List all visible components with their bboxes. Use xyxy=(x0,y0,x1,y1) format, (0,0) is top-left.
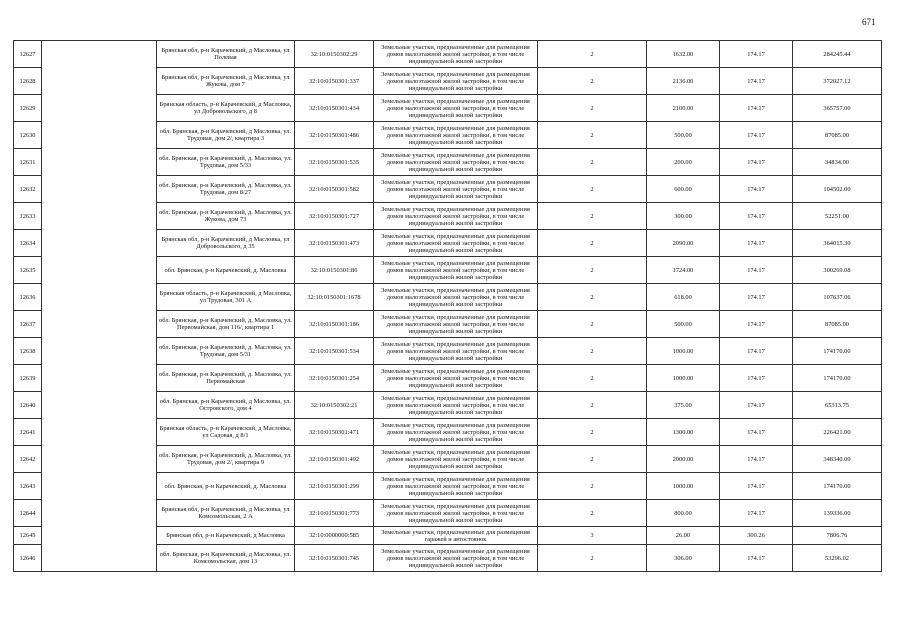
spacer-cell xyxy=(42,203,157,230)
table-row xyxy=(14,257,882,284)
row-number-cell: 12632 xyxy=(14,176,42,203)
specific-value-cell: 174.17 xyxy=(720,419,793,446)
area-cell: 600.00 xyxy=(647,176,720,203)
specific-value-cell: 174.17 xyxy=(720,203,793,230)
row-number-cell: 12631 xyxy=(14,149,42,176)
area-cell: 500.00 xyxy=(647,311,720,338)
land-use-category-cell: Земельные участки, предназначенные для размещения домов малоэтажной жилой застройки, в том числе индивидуальной жилой застройки xyxy=(374,392,538,419)
land-use-category-cell: Земельные участки, предназначенные для размещения домов малоэтажной жилой застройки, в том числе индивидуальной жилой застройки xyxy=(374,149,538,176)
address-cell: Брянская обл, р-н Карачевский, д Масловка, ул Жукова, дом 7 xyxy=(157,68,295,95)
area-cell: 500.00 xyxy=(647,122,720,149)
area-cell: 1300.00 xyxy=(647,419,720,446)
specific-value-cell: 174.17 xyxy=(720,500,793,527)
cadastral-number-cell: 32:10:0150301:773 xyxy=(295,500,374,527)
cadastral-number-cell: 32:10:0150301:186 xyxy=(295,311,374,338)
group-code-cell: 2 xyxy=(538,473,647,500)
area-cell: 1632.00 xyxy=(647,41,720,68)
table-row xyxy=(14,41,882,68)
row-number-cell: 12641 xyxy=(14,419,42,446)
land-use-category-cell: Земельные участки, предназначенные для размещения домов малоэтажной жилой застройки, в том числе индивидуальной жилой застройки xyxy=(374,473,538,500)
cadastral-number-cell: 32:10:0150301:535 xyxy=(295,149,374,176)
row-number-cell: 12636 xyxy=(14,284,42,311)
spacer-cell xyxy=(42,545,157,572)
cadastral-value-cell: 300269.08 xyxy=(793,257,882,284)
spacer-cell xyxy=(42,311,157,338)
cadastral-number-cell: 32:10:0150302:21 xyxy=(295,392,374,419)
cadastral-value-cell: 365757.00 xyxy=(793,95,882,122)
spacer-cell xyxy=(42,230,157,257)
land-use-category-cell: Земельные участки, предназначенные для размещения домов малоэтажной жилой застройки, в том числе индивидуальной жилой застройки xyxy=(374,257,538,284)
cadastral-value-cell: 7806.76 xyxy=(793,527,882,545)
specific-value-cell: 174.17 xyxy=(720,122,793,149)
land-use-category-cell: Земельные участки, предназначенные для размещения домов малоэтажной жилой застройки, в том числе индивидуальной жилой застройки xyxy=(374,203,538,230)
table-row xyxy=(14,230,882,257)
table-row xyxy=(14,365,882,392)
specific-value-cell: 174.17 xyxy=(720,365,793,392)
spacer-cell xyxy=(42,338,157,365)
row-number-cell: 12634 xyxy=(14,230,42,257)
cadastral-value-table xyxy=(13,40,882,572)
cadastral-value-cell: 65313.75 xyxy=(793,392,882,419)
spacer-cell xyxy=(42,122,157,149)
address-cell: обл. Брянская, р-н Карачевский, д. Масловка xyxy=(157,473,295,500)
cadastral-number-cell: 32:10:0150301:727 xyxy=(295,203,374,230)
row-number-cell: 12642 xyxy=(14,446,42,473)
group-code-cell: 2 xyxy=(538,176,647,203)
address-cell: обл. Брянская, р-н Карачевский, д Масловка, ул. Комсомольская, дом 13 xyxy=(157,545,295,572)
land-use-category-cell: Земельные участки, предназначенные для размещения домов малоэтажной жилой застройки, в том числе индивидуальной жилой застройки xyxy=(374,500,538,527)
group-code-cell: 2 xyxy=(538,203,647,230)
cadastral-value-cell: 53296.02 xyxy=(793,545,882,572)
cadastral-value-cell: 139336.00 xyxy=(793,500,882,527)
row-number-cell: 12640 xyxy=(14,392,42,419)
row-number-cell: 12627 xyxy=(14,41,42,68)
row-number-cell: 12630 xyxy=(14,122,42,149)
specific-value-cell: 300.26 xyxy=(720,527,793,545)
cadastral-number-cell: 32:10:0150301:86 xyxy=(295,257,374,284)
group-code-cell: 2 xyxy=(538,230,647,257)
table-row xyxy=(14,473,882,500)
table-row xyxy=(14,95,882,122)
specific-value-cell: 174.17 xyxy=(720,257,793,284)
group-code-cell: 2 xyxy=(538,41,647,68)
land-use-category-cell: Земельные участки, предназначенные для размещения домов малоэтажной жилой застройки, в том числе индивидуальной жилой застройки xyxy=(374,446,538,473)
page-number: 671 xyxy=(862,17,876,27)
row-number-cell: 12645 xyxy=(14,527,42,545)
area-cell: 300.00 xyxy=(647,203,720,230)
cadastral-number-cell: 32:10:0150301:492 xyxy=(295,446,374,473)
specific-value-cell: 174.17 xyxy=(720,545,793,572)
address-cell: Брянская обл, р-н Карачевский, д Масловка xyxy=(157,527,295,545)
area-cell: 2090.00 xyxy=(647,230,720,257)
table-row xyxy=(14,176,882,203)
spacer-cell xyxy=(42,473,157,500)
cadastral-value-cell: 104502.00 xyxy=(793,176,882,203)
group-code-cell: 2 xyxy=(538,257,647,284)
area-cell: 2100.00 xyxy=(647,95,720,122)
spacer-cell xyxy=(42,365,157,392)
address-cell: обл. Брянская, р-н Карачевский, д Масловка, ул. Трудовая, дом 2/, квартира 3 xyxy=(157,122,295,149)
area-cell: 800.00 xyxy=(647,500,720,527)
cadastral-value-cell: 34834.00 xyxy=(793,149,882,176)
cadastral-value-cell: 174170.00 xyxy=(793,338,882,365)
spacer-cell xyxy=(42,284,157,311)
specific-value-cell: 174.17 xyxy=(720,95,793,122)
table-row xyxy=(14,149,882,176)
cadastral-value-cell: 348340.00 xyxy=(793,446,882,473)
row-number-cell: 12628 xyxy=(14,68,42,95)
table-row xyxy=(14,527,882,545)
table-row xyxy=(14,284,882,311)
group-code-cell: 2 xyxy=(538,311,647,338)
land-use-category-cell: Земельные участки, предназначенные для размещения домов малоэтажной жилой застройки, в том числе индивидуальной жилой застройки xyxy=(374,419,538,446)
cadastral-number-cell: 32:10:0150301:299 xyxy=(295,473,374,500)
group-code-cell: 2 xyxy=(538,500,647,527)
cadastral-value-cell: 87085.00 xyxy=(793,311,882,338)
specific-value-cell: 174.17 xyxy=(720,473,793,500)
cadastral-value-cell: 174170.00 xyxy=(793,473,882,500)
row-number-cell: 12633 xyxy=(14,203,42,230)
table-row xyxy=(14,338,882,365)
specific-value-cell: 174.17 xyxy=(720,284,793,311)
address-cell: обл. Брянская, р-н Карачевский, д. Масловка, ул. Трудовая, дом 5/33 xyxy=(157,149,295,176)
row-number-cell: 12644 xyxy=(14,500,42,527)
spacer-cell xyxy=(42,95,157,122)
land-use-category-cell: Земельные участки, предназначенные для размещения домов малоэтажной жилой застройки, в том числе индивидуальной жилой застройки xyxy=(374,176,538,203)
area-cell: 1000.00 xyxy=(647,338,720,365)
address-cell: Брянская обл, р-н Карачевский, д Масловка, ул Добровольского, д 35 xyxy=(157,230,295,257)
land-use-category-cell: Земельные участки, предназначенные для размещения домов малоэтажной жилой застройки, в том числе индивидуальной жилой застройки xyxy=(374,95,538,122)
spacer-cell xyxy=(42,176,157,203)
land-use-category-cell: Земельные участки, предназначенные для размещения домов малоэтажной жилой застройки, в том числе индивидуальной жилой застройки xyxy=(374,122,538,149)
cadastral-number-cell: 32:10:0150301:486 xyxy=(295,122,374,149)
row-number-cell: 12646 xyxy=(14,545,42,572)
specific-value-cell: 174.17 xyxy=(720,149,793,176)
group-code-cell: 2 xyxy=(538,338,647,365)
spacer-cell xyxy=(42,527,157,545)
spacer-cell xyxy=(42,392,157,419)
row-number-cell: 12637 xyxy=(14,311,42,338)
table-row xyxy=(14,68,882,95)
cadastral-value-cell: 226421.00 xyxy=(793,419,882,446)
spacer-cell xyxy=(42,257,157,284)
area-cell: 200.00 xyxy=(647,149,720,176)
specific-value-cell: 174.17 xyxy=(720,176,793,203)
address-cell: обл. Брянская, р-н Карачевский, д Масловка, ул. Островского, дом 4 xyxy=(157,392,295,419)
cadastral-number-cell: 32:10:0150301:473 xyxy=(295,230,374,257)
group-code-cell: 2 xyxy=(538,122,647,149)
row-number-cell: 12639 xyxy=(14,365,42,392)
specific-value-cell: 174.17 xyxy=(720,41,793,68)
group-code-cell: 2 xyxy=(538,284,647,311)
spacer-cell xyxy=(42,500,157,527)
table-row xyxy=(14,122,882,149)
group-code-cell: 3 xyxy=(538,527,647,545)
row-number-cell: 12629 xyxy=(14,95,42,122)
cadastral-number-cell: 32:10:0150301:434 xyxy=(295,95,374,122)
cadastral-number-cell: 32:10:0150301:534 xyxy=(295,338,374,365)
address-cell: обл. Брянская, р-н Карачевский, д. Масловка, ул. Первомайская, дом 116/, квартира 1 xyxy=(157,311,295,338)
cadastral-number-cell: 32:10:0150301:471 xyxy=(295,419,374,446)
cadastral-number-cell: 32:10:0150302:29 xyxy=(295,41,374,68)
cadastral-value-cell: 372027.12 xyxy=(793,68,882,95)
specific-value-cell: 174.17 xyxy=(720,446,793,473)
address-cell: обл. Брянская, р-н Карачевский, д. Масловка, ул. Жукова, дом 73 xyxy=(157,203,295,230)
table-row xyxy=(14,545,882,572)
address-cell: обл. Брянская, р-н Карачевский, д. Масловка xyxy=(157,257,295,284)
cadastral-number-cell: 32:10:0150301:254 xyxy=(295,365,374,392)
specific-value-cell: 174.17 xyxy=(720,311,793,338)
address-cell: Брянская область, р-н Карачевский, д Масловка, ул Трудовая, 301 А xyxy=(157,284,295,311)
cadastral-number-cell: 32:10:0150301:1678 xyxy=(295,284,374,311)
land-use-category-cell: Земельные участки, предназначенные для размещения домов малоэтажной жилой застройки, в том числе индивидуальной жилой застройки xyxy=(374,545,538,572)
cadastral-value-cell: 52251.00 xyxy=(793,203,882,230)
land-use-category-cell: Земельные участки, предназначенные для размещения домов малоэтажной жилой застройки, в том числе индивидуальной жилой застройки xyxy=(374,284,538,311)
land-use-category-cell: Земельные участки, предназначенные для размещения домов малоэтажной жилой застройки, в том числе индивидуальной жилой застройки xyxy=(374,338,538,365)
specific-value-cell: 174.17 xyxy=(720,392,793,419)
cadastral-value-cell: 87085.00 xyxy=(793,122,882,149)
area-cell: 306.00 xyxy=(647,545,720,572)
address-cell: обл. Брянская, р-н Карачевский, д. Масловка, ул. Трудовая, дом 2/, квартира 9 xyxy=(157,446,295,473)
cadastral-value-cell: 284245.44 xyxy=(793,41,882,68)
group-code-cell: 2 xyxy=(538,149,647,176)
group-code-cell: 2 xyxy=(538,392,647,419)
address-cell: Брянская обл, р-н Карачевский, д Масловка, ул Комсомольская, 2 А xyxy=(157,500,295,527)
address-cell: Брянская обл, р-н Карачевский, д Масловка, ул Полевая xyxy=(157,41,295,68)
land-use-category-cell: Земельные участки, предназначенные для размещения домов малоэтажной жилой застройки, в том числе индивидуальной жилой застройки xyxy=(374,41,538,68)
area-cell: 1724.00 xyxy=(647,257,720,284)
land-use-category-cell: Земельные участки, предназначенные для размещения домов малоэтажной жилой застройки, в том числе индивидуальной жилой застройки xyxy=(374,230,538,257)
cadastral-value-cell: 107637.06 xyxy=(793,284,882,311)
table-row xyxy=(14,392,882,419)
area-cell: 1000.00 xyxy=(647,473,720,500)
land-use-category-cell: Земельные участки, предназначенные для размещения домов малоэтажной жилой застройки, в том числе индивидуальной жилой застройки xyxy=(374,311,538,338)
land-use-category-cell: Земельные участки, предназначенные для размещения домов малоэтажной жилой застройки, в том числе индивидуальной жилой застройки xyxy=(374,68,538,95)
specific-value-cell: 174.17 xyxy=(720,230,793,257)
spacer-cell xyxy=(42,446,157,473)
address-cell: обл. Брянская, р-н Карачевский, д. Масловка, ул. Трудовая, дом 8/27 xyxy=(157,176,295,203)
group-code-cell: 2 xyxy=(538,545,647,572)
cadastral-number-cell: 32:10:0150301:582 xyxy=(295,176,374,203)
spacer-cell xyxy=(42,419,157,446)
cadastral-number-cell: 32:10:0000000:585 xyxy=(295,527,374,545)
spacer-cell xyxy=(42,149,157,176)
cadastral-number-cell: 32:10:0150301:745 xyxy=(295,545,374,572)
area-cell: 2136.00 xyxy=(647,68,720,95)
table-row xyxy=(14,419,882,446)
row-number-cell: 12638 xyxy=(14,338,42,365)
table-row xyxy=(14,446,882,473)
area-cell: 1000.00 xyxy=(647,365,720,392)
group-code-cell: 2 xyxy=(538,365,647,392)
area-cell: 618.00 xyxy=(647,284,720,311)
spacer-cell xyxy=(42,68,157,95)
table-row xyxy=(14,500,882,527)
group-code-cell: 2 xyxy=(538,95,647,122)
spacer-cell xyxy=(42,41,157,68)
table-row xyxy=(14,203,882,230)
group-code-cell: 2 xyxy=(538,419,647,446)
row-number-cell: 12635 xyxy=(14,257,42,284)
address-cell: обл. Брянская, р-н Карачевский, д. Масловка, ул. Трудовая, дом 5/31 xyxy=(157,338,295,365)
address-cell: обл. Брянская, р-н Карачевский, д. Масловка, ул. Первомайская xyxy=(157,365,295,392)
area-cell: 375.00 xyxy=(647,392,720,419)
specific-value-cell: 174.17 xyxy=(720,338,793,365)
area-cell: 2000.00 xyxy=(647,446,720,473)
land-use-category-cell: Земельные участки, предназначенные для размещения домов малоэтажной жилой застройки, в том числе индивидуальной жилой застройки xyxy=(374,365,538,392)
table-row xyxy=(14,311,882,338)
land-use-category-cell: Земельные участки, предназначенные для размещения гаражей и автостоянок xyxy=(374,527,538,545)
area-cell: 26.00 xyxy=(647,527,720,545)
address-cell: Брянская область, р-н Карачевский, д Масловка, ул Добровольского, д 8 xyxy=(157,95,295,122)
group-code-cell: 2 xyxy=(538,68,647,95)
address-cell: Брянская область, р-н Карачевский, д Масловка, ул Садовая, д 8/1 xyxy=(157,419,295,446)
row-number-cell: 12643 xyxy=(14,473,42,500)
specific-value-cell: 174.17 xyxy=(720,68,793,95)
group-code-cell: 2 xyxy=(538,446,647,473)
cadastral-value-cell: 174170.00 xyxy=(793,365,882,392)
cadastral-number-cell: 32:10:0150301:337 xyxy=(295,68,374,95)
cadastral-value-cell: 364015.30 xyxy=(793,230,882,257)
